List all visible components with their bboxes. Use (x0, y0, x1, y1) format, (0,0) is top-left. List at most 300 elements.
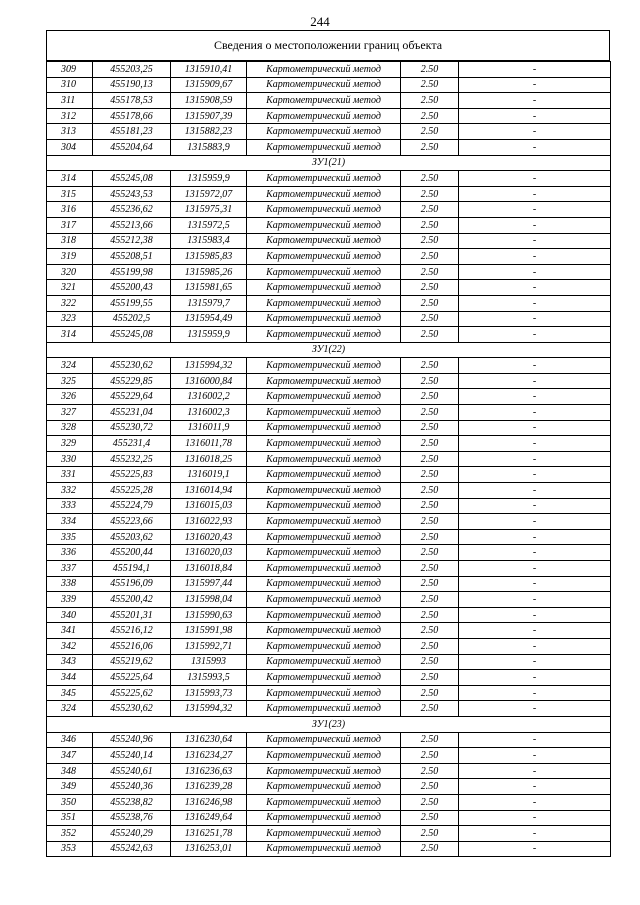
method-cell: Картометрический метод (247, 607, 401, 623)
accuracy-cell: 2.50 (401, 841, 459, 857)
table-row (47, 826, 611, 842)
accuracy-cell: 2.50 (401, 732, 459, 748)
table-row (47, 545, 611, 561)
y-coordinate-cell: 1316249,64 (171, 810, 247, 826)
description-cell: - (459, 638, 611, 654)
x-coordinate-cell: 455230,62 (93, 701, 171, 717)
table-row (47, 327, 611, 343)
point-number-cell: 320 (47, 264, 93, 280)
x-coordinate-cell: 455194,1 (93, 561, 171, 577)
y-coordinate-cell: 1316015,03 (171, 498, 247, 514)
accuracy-cell: 2.50 (401, 420, 459, 436)
y-coordinate-cell: 1315972,07 (171, 186, 247, 202)
y-coordinate-cell: 1315985,83 (171, 249, 247, 265)
x-coordinate-cell: 455181,23 (93, 124, 171, 140)
method-cell: Картометрический метод (247, 139, 401, 155)
y-coordinate-cell: 1316239,28 (171, 779, 247, 795)
x-coordinate-cell: 455224,79 (93, 498, 171, 514)
description-cell: - (459, 358, 611, 374)
table-row (47, 841, 611, 857)
section-row (47, 342, 611, 358)
accuracy-cell: 2.50 (401, 545, 459, 561)
accuracy-cell: 2.50 (401, 233, 459, 249)
point-number-cell: 340 (47, 607, 93, 623)
point-number-cell: 330 (47, 451, 93, 467)
description-cell: - (459, 186, 611, 202)
accuracy-cell: 2.50 (401, 405, 459, 421)
x-coordinate-cell: 455199,55 (93, 295, 171, 311)
point-number-cell: 314 (47, 171, 93, 187)
accuracy-cell: 2.50 (401, 763, 459, 779)
y-coordinate-cell: 1315993,5 (171, 670, 247, 686)
description-cell: - (459, 732, 611, 748)
y-coordinate-cell: 1315985,26 (171, 264, 247, 280)
y-coordinate-cell: 1315954,49 (171, 311, 247, 327)
accuracy-cell: 2.50 (401, 202, 459, 218)
method-cell: Картометрический метод (247, 670, 401, 686)
y-coordinate-cell: 1315990,63 (171, 607, 247, 623)
x-coordinate-cell: 455230,62 (93, 358, 171, 374)
method-cell: Картометрический метод (247, 498, 401, 514)
section-row (47, 155, 611, 171)
x-coordinate-cell: 455231,04 (93, 405, 171, 421)
table-row (47, 561, 611, 577)
description-cell: - (459, 685, 611, 701)
x-coordinate-cell: 455230,72 (93, 420, 171, 436)
point-number-cell: 352 (47, 826, 93, 842)
y-coordinate-cell: 1316011,9 (171, 420, 247, 436)
method-cell: Картометрический метод (247, 826, 401, 842)
accuracy-cell: 2.50 (401, 638, 459, 654)
table-row (47, 358, 611, 374)
description-cell: - (459, 467, 611, 483)
table-row (47, 202, 611, 218)
description-cell: - (459, 826, 611, 842)
y-coordinate-cell: 1316236,63 (171, 763, 247, 779)
method-cell: Картометрический метод (247, 389, 401, 405)
description-cell: - (459, 124, 611, 140)
table-row (47, 436, 611, 452)
table-row (47, 405, 611, 421)
method-cell: Картометрический метод (247, 529, 401, 545)
accuracy-cell: 2.50 (401, 436, 459, 452)
table-row (47, 763, 611, 779)
y-coordinate-cell: 1315975,31 (171, 202, 247, 218)
y-coordinate-cell: 1316246,98 (171, 794, 247, 810)
description-cell: - (459, 529, 611, 545)
accuracy-cell: 2.50 (401, 327, 459, 343)
x-coordinate-cell: 455178,53 (93, 93, 171, 109)
method-cell: Картометрический метод (247, 561, 401, 577)
table-row (47, 607, 611, 623)
table-row (47, 389, 611, 405)
point-number-cell: 353 (47, 841, 93, 857)
description-cell: - (459, 545, 611, 561)
accuracy-cell: 2.50 (401, 592, 459, 608)
y-coordinate-cell: 1315910,41 (171, 62, 247, 78)
description-cell: - (459, 810, 611, 826)
accuracy-cell: 2.50 (401, 295, 459, 311)
point-number-cell: 333 (47, 498, 93, 514)
accuracy-cell: 2.50 (401, 108, 459, 124)
method-cell: Картометрический метод (247, 186, 401, 202)
description-cell: - (459, 108, 611, 124)
point-number-cell: 316 (47, 202, 93, 218)
point-number-cell: 323 (47, 311, 93, 327)
point-number-cell: 327 (47, 405, 93, 421)
accuracy-cell: 2.50 (401, 810, 459, 826)
x-coordinate-cell: 455203,62 (93, 529, 171, 545)
x-coordinate-cell: 455200,44 (93, 545, 171, 561)
table-row (47, 233, 611, 249)
description-cell: - (459, 264, 611, 280)
y-coordinate-cell: 1316022,93 (171, 514, 247, 530)
description-cell: - (459, 171, 611, 187)
point-number-cell: 348 (47, 763, 93, 779)
x-coordinate-cell: 455243,53 (93, 186, 171, 202)
x-coordinate-cell: 455203,25 (93, 62, 171, 78)
x-coordinate-cell: 455212,38 (93, 233, 171, 249)
description-cell: - (459, 405, 611, 421)
y-coordinate-cell: 1315882,23 (171, 124, 247, 140)
point-number-cell: 328 (47, 420, 93, 436)
y-coordinate-cell: 1315981,65 (171, 280, 247, 296)
method-cell: Картометрический метод (247, 841, 401, 857)
point-number-cell: 310 (47, 77, 93, 93)
accuracy-cell: 2.50 (401, 358, 459, 374)
x-coordinate-cell: 455225,83 (93, 467, 171, 483)
y-coordinate-cell: 1315972,5 (171, 217, 247, 233)
method-cell: Картометрический метод (247, 732, 401, 748)
table-row (47, 794, 611, 810)
x-coordinate-cell: 455200,43 (93, 280, 171, 296)
description-cell: - (459, 233, 611, 249)
accuracy-cell: 2.50 (401, 607, 459, 623)
y-coordinate-cell: 1315983,4 (171, 233, 247, 249)
y-coordinate-cell: 1315979,7 (171, 295, 247, 311)
method-cell: Картометрический метод (247, 108, 401, 124)
x-coordinate-cell: 455204,64 (93, 139, 171, 155)
x-coordinate-cell: 455238,82 (93, 794, 171, 810)
method-cell: Картометрический метод (247, 249, 401, 265)
x-coordinate-cell: 455213,66 (93, 217, 171, 233)
accuracy-cell: 2.50 (401, 62, 459, 78)
method-cell: Картометрический метод (247, 545, 401, 561)
x-coordinate-cell: 455229,64 (93, 389, 171, 405)
section-label: ЗУ1(21) (47, 155, 611, 171)
x-coordinate-cell: 455208,51 (93, 249, 171, 265)
x-coordinate-cell: 455216,06 (93, 638, 171, 654)
table-row (47, 732, 611, 748)
table-row (47, 701, 611, 717)
accuracy-cell: 2.50 (401, 467, 459, 483)
accuracy-cell: 2.50 (401, 685, 459, 701)
description-cell: - (459, 561, 611, 577)
accuracy-cell: 2.50 (401, 498, 459, 514)
x-coordinate-cell: 455200,42 (93, 592, 171, 608)
section-row (47, 716, 611, 732)
description-cell: - (459, 62, 611, 78)
accuracy-cell: 2.50 (401, 171, 459, 187)
y-coordinate-cell: 1316020,03 (171, 545, 247, 561)
y-coordinate-cell: 1316230,64 (171, 732, 247, 748)
method-cell: Картометрический метод (247, 420, 401, 436)
accuracy-cell: 2.50 (401, 139, 459, 155)
table-row (47, 124, 611, 140)
y-coordinate-cell: 1315909,67 (171, 77, 247, 93)
y-coordinate-cell: 1315908,59 (171, 93, 247, 109)
description-cell: - (459, 389, 611, 405)
accuracy-cell: 2.50 (401, 529, 459, 545)
x-coordinate-cell: 455225,28 (93, 483, 171, 499)
description-cell: - (459, 202, 611, 218)
table-row (47, 748, 611, 764)
y-coordinate-cell: 1316253,01 (171, 841, 247, 857)
description-cell: - (459, 592, 611, 608)
y-coordinate-cell: 1315997,44 (171, 576, 247, 592)
method-cell: Картометрический метод (247, 311, 401, 327)
x-coordinate-cell: 455219,62 (93, 654, 171, 670)
table-row (47, 451, 611, 467)
method-cell: Картометрический метод (247, 295, 401, 311)
accuracy-cell: 2.50 (401, 451, 459, 467)
boundary-coordinates-table (46, 61, 611, 857)
description-cell: - (459, 670, 611, 686)
description-cell: - (459, 436, 611, 452)
y-coordinate-cell: 1316014,94 (171, 483, 247, 499)
point-number-cell: 338 (47, 576, 93, 592)
method-cell: Картометрический метод (247, 654, 401, 670)
accuracy-cell: 2.50 (401, 748, 459, 764)
description-cell: - (459, 373, 611, 389)
point-number-cell: 342 (47, 638, 93, 654)
y-coordinate-cell: 1316000,84 (171, 373, 247, 389)
method-cell: Картометрический метод (247, 748, 401, 764)
table-row (47, 654, 611, 670)
y-coordinate-cell: 1315994,32 (171, 358, 247, 374)
accuracy-cell: 2.50 (401, 576, 459, 592)
y-coordinate-cell: 1315993,73 (171, 685, 247, 701)
accuracy-cell: 2.50 (401, 654, 459, 670)
accuracy-cell: 2.50 (401, 93, 459, 109)
x-coordinate-cell: 455245,08 (93, 171, 171, 187)
point-number-cell: 317 (47, 217, 93, 233)
method-cell: Картометрический метод (247, 124, 401, 140)
description-cell: - (459, 420, 611, 436)
y-coordinate-cell: 1316234,27 (171, 748, 247, 764)
accuracy-cell: 2.50 (401, 826, 459, 842)
y-coordinate-cell: 1316002,3 (171, 405, 247, 421)
description-cell: - (459, 311, 611, 327)
y-coordinate-cell: 1315959,9 (171, 171, 247, 187)
x-coordinate-cell: 455240,29 (93, 826, 171, 842)
point-number-cell: 313 (47, 124, 93, 140)
x-coordinate-cell: 455231,4 (93, 436, 171, 452)
point-number-cell: 304 (47, 139, 93, 155)
point-number-cell: 311 (47, 93, 93, 109)
x-coordinate-cell: 455216,12 (93, 623, 171, 639)
method-cell: Картометрический метод (247, 576, 401, 592)
accuracy-cell: 2.50 (401, 311, 459, 327)
x-coordinate-cell: 455201,31 (93, 607, 171, 623)
description-cell: - (459, 139, 611, 155)
table-row (47, 280, 611, 296)
table-row (47, 623, 611, 639)
y-coordinate-cell: 1316018,84 (171, 561, 247, 577)
y-coordinate-cell: 1316019,1 (171, 467, 247, 483)
table-row (47, 670, 611, 686)
x-coordinate-cell: 455240,96 (93, 732, 171, 748)
table-row (47, 62, 611, 78)
table-row (47, 108, 611, 124)
accuracy-cell: 2.50 (401, 389, 459, 405)
point-number-cell: 318 (47, 233, 93, 249)
y-coordinate-cell: 1315907,39 (171, 108, 247, 124)
method-cell: Картометрический метод (247, 77, 401, 93)
table-body (47, 62, 611, 857)
table-row (47, 311, 611, 327)
method-cell: Картометрический метод (247, 202, 401, 218)
method-cell: Картометрический метод (247, 810, 401, 826)
table-row (47, 295, 611, 311)
method-cell: Картометрический метод (247, 436, 401, 452)
point-number-cell: 331 (47, 467, 93, 483)
point-number-cell: 315 (47, 186, 93, 202)
table-row (47, 139, 611, 155)
table-row (47, 467, 611, 483)
description-cell: - (459, 607, 611, 623)
accuracy-cell: 2.50 (401, 794, 459, 810)
accuracy-cell: 2.50 (401, 124, 459, 140)
table-row (47, 638, 611, 654)
point-number-cell: 329 (47, 436, 93, 452)
point-number-cell: 326 (47, 389, 93, 405)
accuracy-cell: 2.50 (401, 264, 459, 280)
point-number-cell: 347 (47, 748, 93, 764)
method-cell: Картометрический метод (247, 779, 401, 795)
description-cell: - (459, 483, 611, 499)
method-cell: Картометрический метод (247, 514, 401, 530)
description-cell: - (459, 576, 611, 592)
description-cell: - (459, 748, 611, 764)
y-coordinate-cell: 1315959,9 (171, 327, 247, 343)
table-row (47, 217, 611, 233)
table-row (47, 685, 611, 701)
method-cell: Картометрический метод (247, 405, 401, 421)
accuracy-cell: 2.50 (401, 186, 459, 202)
accuracy-cell: 2.50 (401, 483, 459, 499)
accuracy-cell: 2.50 (401, 623, 459, 639)
description-cell: - (459, 514, 611, 530)
description-cell: - (459, 280, 611, 296)
table-row (47, 249, 611, 265)
description-cell: - (459, 249, 611, 265)
description-cell: - (459, 295, 611, 311)
point-number-cell: 337 (47, 561, 93, 577)
accuracy-cell: 2.50 (401, 561, 459, 577)
x-coordinate-cell: 455202,5 (93, 311, 171, 327)
point-number-cell: 351 (47, 810, 93, 826)
description-cell: - (459, 217, 611, 233)
y-coordinate-cell: 1316020,43 (171, 529, 247, 545)
table-row (47, 186, 611, 202)
method-cell: Картометрический метод (247, 685, 401, 701)
table-row (47, 498, 611, 514)
y-coordinate-cell: 1316011,78 (171, 436, 247, 452)
description-cell: - (459, 701, 611, 717)
point-number-cell: 341 (47, 623, 93, 639)
y-coordinate-cell: 1315994,32 (171, 701, 247, 717)
x-coordinate-cell: 455199,98 (93, 264, 171, 280)
method-cell: Картометрический метод (247, 233, 401, 249)
page-number: 244 (310, 14, 330, 29)
method-cell: Картометрический метод (247, 763, 401, 779)
x-coordinate-cell: 455240,14 (93, 748, 171, 764)
point-number-cell: 325 (47, 373, 93, 389)
method-cell: Картометрический метод (247, 592, 401, 608)
accuracy-cell: 2.50 (401, 514, 459, 530)
point-number-cell: 312 (47, 108, 93, 124)
x-coordinate-cell: 455238,76 (93, 810, 171, 826)
table-row (47, 529, 611, 545)
accuracy-cell: 2.50 (401, 701, 459, 717)
point-number-cell: 322 (47, 295, 93, 311)
table-row (47, 592, 611, 608)
table-row (47, 514, 611, 530)
point-number-cell: 345 (47, 685, 93, 701)
accuracy-cell: 2.50 (401, 217, 459, 233)
table-row (47, 420, 611, 436)
section-label: ЗУ1(22) (47, 342, 611, 358)
section-label: ЗУ1(23) (47, 716, 611, 732)
accuracy-cell: 2.50 (401, 779, 459, 795)
description-cell: - (459, 498, 611, 514)
x-coordinate-cell: 455229,85 (93, 373, 171, 389)
y-coordinate-cell: 1315991,98 (171, 623, 247, 639)
point-number-cell: 332 (47, 483, 93, 499)
method-cell: Картометрический метод (247, 638, 401, 654)
method-cell: Картометрический метод (247, 327, 401, 343)
method-cell: Картометрический метод (247, 93, 401, 109)
table-row (47, 779, 611, 795)
method-cell: Картометрический метод (247, 483, 401, 499)
table-row (47, 576, 611, 592)
point-number-cell: 350 (47, 794, 93, 810)
description-cell: - (459, 93, 611, 109)
description-cell: - (459, 623, 611, 639)
description-cell: - (459, 794, 611, 810)
x-coordinate-cell: 455232,25 (93, 451, 171, 467)
point-number-cell: 336 (47, 545, 93, 561)
y-coordinate-cell: 1315883,9 (171, 139, 247, 155)
accuracy-cell: 2.50 (401, 373, 459, 389)
x-coordinate-cell: 455236,62 (93, 202, 171, 218)
method-cell: Картометрический метод (247, 358, 401, 374)
x-coordinate-cell: 455242,63 (93, 841, 171, 857)
description-cell: - (459, 327, 611, 343)
point-number-cell: 324 (47, 701, 93, 717)
description-cell: - (459, 451, 611, 467)
x-coordinate-cell: 455245,08 (93, 327, 171, 343)
description-cell: - (459, 841, 611, 857)
point-number-cell: 349 (47, 779, 93, 795)
table-row (47, 264, 611, 280)
point-number-cell: 334 (47, 514, 93, 530)
table-row (47, 483, 611, 499)
x-coordinate-cell: 455196,09 (93, 576, 171, 592)
method-cell: Картометрический метод (247, 171, 401, 187)
description-cell: - (459, 779, 611, 795)
